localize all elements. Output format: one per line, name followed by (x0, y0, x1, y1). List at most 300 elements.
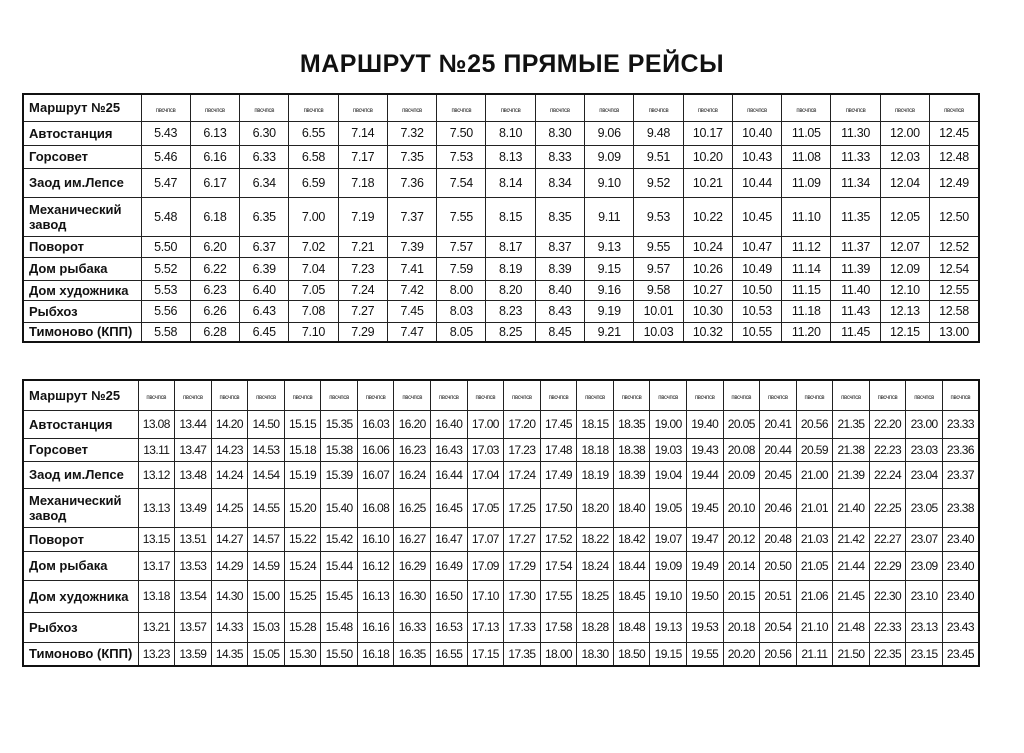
departure-time: 20.10 (723, 488, 760, 527)
departure-time: 8.39 (535, 257, 584, 280)
departure-time: 20.08 (723, 438, 760, 461)
departure-time: 13.11 (138, 438, 175, 461)
departure-time: 15.15 (284, 410, 321, 438)
stop-name: Тимоново (КПП) (23, 322, 141, 342)
stop-name: Механический завод (23, 197, 141, 236)
departure-time: 17.04 (467, 461, 504, 488)
departure-time: 23.00 (906, 410, 943, 438)
departure-time: 9.51 (634, 145, 683, 168)
departure-time: 19.00 (650, 410, 687, 438)
departure-time: 6.58 (289, 145, 338, 168)
departure-time: 10.24 (683, 236, 732, 257)
trip-days-label: пвсчпсв (365, 395, 386, 402)
trip-header (683, 94, 732, 121)
departure-time: 19.50 (686, 580, 723, 612)
departure-time: 6.37 (240, 236, 289, 257)
departure-time: 17.24 (504, 461, 541, 488)
stop-name: Автостанция (23, 121, 141, 145)
departure-time: 7.21 (338, 236, 387, 257)
departure-time: 20.51 (760, 580, 797, 612)
departure-time: 19.55 (686, 642, 723, 666)
departure-time: 13.48 (175, 461, 212, 488)
departure-time: 16.47 (431, 527, 468, 551)
departure-time: 7.47 (387, 322, 436, 342)
departure-time: 21.45 (833, 580, 870, 612)
departure-time: 13.53 (175, 551, 212, 580)
departure-time: 23.33 (942, 410, 979, 438)
departure-time: 7.27 (338, 300, 387, 322)
departure-time: 9.52 (634, 168, 683, 197)
departure-time: 8.03 (437, 300, 486, 322)
departure-time: 20.46 (760, 488, 797, 527)
trip-days-label: пвсчпсв (585, 395, 605, 402)
departure-time: 22.25 (869, 488, 906, 527)
trip-header (760, 380, 797, 410)
departure-time: 12.15 (880, 322, 929, 342)
trip-days-label: пвсчпсв (146, 395, 167, 402)
departure-time: 13.17 (138, 551, 175, 580)
departure-time: 6.45 (240, 322, 289, 342)
trip-days-label: пвсчпсв (747, 107, 767, 114)
departure-time: 20.15 (723, 580, 760, 612)
departure-time: 17.27 (504, 527, 541, 551)
departure-time: 11.05 (782, 121, 831, 145)
departure-time: 15.50 (321, 642, 358, 666)
trip-days-label: пвсчпсв (402, 395, 423, 402)
departure-time: 18.35 (613, 410, 650, 438)
departure-time: 6.39 (240, 257, 289, 280)
stop-row (23, 580, 979, 612)
departure-time: 15.45 (321, 580, 358, 612)
departure-time: 13.47 (175, 438, 212, 461)
departure-time: 23.13 (906, 612, 943, 642)
departure-time: 15.05 (248, 642, 285, 666)
trip-header (175, 380, 212, 410)
departure-time: 19.05 (650, 488, 687, 527)
departure-time: 21.06 (796, 580, 833, 612)
trip-header (723, 380, 760, 410)
trip-header (796, 380, 833, 410)
departure-time: 10.03 (634, 322, 683, 342)
departure-time: 18.39 (613, 461, 650, 488)
departure-time: 6.16 (190, 145, 239, 168)
trip-header (540, 380, 577, 410)
departure-time: 23.10 (906, 580, 943, 612)
departure-time: 17.20 (504, 410, 541, 438)
departure-time: 18.20 (577, 488, 614, 527)
departure-time: 6.30 (240, 121, 289, 145)
departure-time: 7.35 (387, 145, 436, 168)
departure-time: 11.09 (782, 168, 831, 197)
departure-time: 21.38 (833, 438, 870, 461)
departure-time: 6.23 (190, 280, 239, 300)
departure-time: 16.55 (431, 642, 468, 666)
departure-time: 10.40 (732, 121, 781, 145)
stop-name: Поворот (23, 236, 141, 257)
stop-row (23, 461, 979, 488)
stop-row (23, 280, 979, 300)
departure-time: 12.49 (930, 168, 980, 197)
departure-time: 17.10 (467, 580, 504, 612)
departure-time: 11.08 (782, 145, 831, 168)
trip-header (930, 94, 980, 121)
trip-header (240, 94, 289, 121)
departure-time: 11.40 (831, 280, 880, 300)
trip-days-label: пвсчпсв (914, 395, 934, 402)
departure-time: 8.10 (486, 121, 535, 145)
departure-time: 19.07 (650, 527, 687, 551)
trip-days-label: пвсчпсв (694, 395, 715, 402)
departure-time: 18.18 (577, 438, 614, 461)
trip-days-label: пвсчпсв (438, 395, 459, 402)
departure-time: 21.03 (796, 527, 833, 551)
departure-time: 20.44 (760, 438, 797, 461)
departure-time: 23.15 (906, 642, 943, 666)
stop-row (23, 410, 979, 438)
departure-time: 5.47 (141, 168, 190, 197)
trip-header (248, 380, 285, 410)
departure-time: 20.20 (723, 642, 760, 666)
trip-header (321, 380, 358, 410)
departure-time: 5.48 (141, 197, 190, 236)
trip-days-label: пвсчпсв (292, 395, 313, 402)
departure-time: 20.45 (760, 461, 797, 488)
departure-time: 10.32 (683, 322, 732, 342)
departure-time: 14.24 (211, 461, 248, 488)
departure-time: 12.54 (930, 257, 980, 280)
departure-time: 19.03 (650, 438, 687, 461)
departure-time: 10.21 (683, 168, 732, 197)
departure-time: 16.40 (431, 410, 468, 438)
departure-time: 15.22 (284, 527, 321, 551)
departure-time: 7.08 (289, 300, 338, 322)
departure-time: 6.22 (190, 257, 239, 280)
departure-time: 12.50 (930, 197, 980, 236)
departure-time: 16.30 (394, 580, 431, 612)
departure-time: 17.58 (540, 612, 577, 642)
departure-time: 18.30 (577, 642, 614, 666)
departure-time: 21.39 (833, 461, 870, 488)
departure-time: 12.03 (880, 145, 929, 168)
departure-time: 15.18 (284, 438, 321, 461)
departure-time: 23.38 (942, 488, 979, 527)
departure-time: 11.37 (831, 236, 880, 257)
departure-time: 20.05 (723, 410, 760, 438)
departure-time: 13.00 (930, 322, 980, 342)
departure-time: 9.53 (634, 197, 683, 236)
trip-header (782, 94, 831, 121)
departure-time: 9.48 (634, 121, 683, 145)
departure-time: 10.55 (732, 322, 781, 342)
departure-time: 18.48 (613, 612, 650, 642)
departure-time: 12.55 (930, 280, 980, 300)
departure-time: 11.20 (782, 322, 831, 342)
departure-time: 15.30 (284, 642, 321, 666)
trip-header (437, 94, 486, 121)
departure-time: 11.30 (831, 121, 880, 145)
departure-time: 20.18 (723, 612, 760, 642)
departure-time: 6.35 (240, 197, 289, 236)
header-row (23, 380, 979, 410)
schedule-table-afternoon (22, 379, 980, 667)
stop-row (23, 236, 979, 257)
departure-time: 18.50 (613, 642, 650, 666)
departure-time: 23.03 (906, 438, 943, 461)
stop-row (23, 551, 979, 580)
departure-time: 8.30 (535, 121, 584, 145)
departure-time: 8.23 (486, 300, 535, 322)
departure-time: 21.05 (796, 551, 833, 580)
departure-time: 13.54 (175, 580, 212, 612)
trip-days-label: пвсчпсв (155, 107, 176, 114)
departure-time: 21.01 (796, 488, 833, 527)
departure-time: 16.50 (431, 580, 468, 612)
departure-time: 14.54 (248, 461, 285, 488)
departure-time: 8.25 (486, 322, 535, 342)
trip-header (486, 94, 535, 121)
departure-time: 23.43 (942, 612, 979, 642)
departure-time: 7.39 (387, 236, 436, 257)
departure-time: 10.45 (732, 197, 781, 236)
departure-time: 16.12 (357, 551, 394, 580)
departure-time: 17.29 (504, 551, 541, 580)
departure-time: 17.49 (540, 461, 577, 488)
trip-days-label: пвсчпсв (804, 395, 825, 402)
departure-time: 15.28 (284, 612, 321, 642)
trip-days-label: пвсчпсв (182, 395, 203, 402)
departure-time: 8.37 (535, 236, 584, 257)
departure-time: 8.00 (437, 280, 486, 300)
departure-time: 16.45 (431, 488, 468, 527)
departure-time: 8.13 (486, 145, 535, 168)
departure-time: 20.09 (723, 461, 760, 488)
trip-header (577, 380, 614, 410)
trip-days-label: пвсчпсв (731, 395, 752, 402)
departure-time: 16.13 (357, 580, 394, 612)
trip-days-label: пвсчпсв (697, 107, 718, 114)
departure-time: 23.37 (942, 461, 979, 488)
trip-days-label: пвсчпсв (548, 395, 569, 402)
departure-time: 8.05 (437, 322, 486, 342)
departure-time: 16.29 (394, 551, 431, 580)
departure-time: 23.45 (942, 642, 979, 666)
stop-row (23, 438, 979, 461)
departure-time: 15.35 (321, 410, 358, 438)
stop-row (23, 197, 979, 236)
departure-time: 21.10 (796, 612, 833, 642)
stop-row (23, 257, 979, 280)
departure-time: 15.40 (321, 488, 358, 527)
departure-time: 11.39 (831, 257, 880, 280)
departure-time: 12.07 (880, 236, 929, 257)
departure-time: 15.25 (284, 580, 321, 612)
departure-time: 5.56 (141, 300, 190, 322)
trip-header (338, 94, 387, 121)
trip-days-label: пвсчпсв (256, 395, 276, 402)
departure-time: 16.16 (357, 612, 394, 642)
trip-header (686, 380, 723, 410)
departure-time: 18.38 (613, 438, 650, 461)
departure-time: 13.57 (175, 612, 212, 642)
departure-time: 12.10 (880, 280, 929, 300)
trip-header (504, 380, 541, 410)
departure-time: 11.35 (831, 197, 880, 236)
departure-time: 10.30 (683, 300, 732, 322)
departure-time: 19.04 (650, 461, 687, 488)
departure-time: 18.00 (540, 642, 577, 666)
trip-header (141, 94, 190, 121)
departure-time: 6.18 (190, 197, 239, 236)
trip-days-label: пвсчпсв (877, 395, 898, 402)
trip-days-label: пвсчпсв (205, 107, 225, 114)
departure-time: 12.09 (880, 257, 929, 280)
departure-time: 11.14 (782, 257, 831, 280)
departure-time: 10.20 (683, 145, 732, 168)
departure-time: 20.56 (760, 642, 797, 666)
departure-time: 5.46 (141, 145, 190, 168)
trip-header (880, 94, 929, 121)
trip-days-label: пвсчпсв (944, 107, 964, 114)
trip-header (535, 94, 584, 121)
departure-time: 11.45 (831, 322, 880, 342)
route-label: Маршрут №25 (23, 380, 138, 410)
trip-days-label: пвсчпсв (648, 107, 669, 114)
departure-time: 14.30 (211, 580, 248, 612)
departure-time: 21.35 (833, 410, 870, 438)
trip-days-label: пвсчпсв (767, 395, 788, 402)
departure-time: 13.23 (138, 642, 175, 666)
departure-time: 22.29 (869, 551, 906, 580)
departure-time: 13.08 (138, 410, 175, 438)
departure-time: 7.23 (338, 257, 387, 280)
departure-time: 7.59 (437, 257, 486, 280)
departure-time: 7.17 (338, 145, 387, 168)
departure-time: 14.59 (248, 551, 285, 580)
trip-days-label: пвсчпсв (599, 107, 620, 114)
departure-time: 18.42 (613, 527, 650, 551)
departure-time: 16.23 (394, 438, 431, 461)
departure-time: 17.52 (540, 527, 577, 551)
departure-time: 8.33 (535, 145, 584, 168)
departure-time: 6.55 (289, 121, 338, 145)
departure-time: 9.55 (634, 236, 683, 257)
departure-time: 5.58 (141, 322, 190, 342)
departure-time: 20.48 (760, 527, 797, 551)
departure-time: 8.17 (486, 236, 535, 257)
departure-time: 20.14 (723, 551, 760, 580)
departure-time: 10.49 (732, 257, 781, 280)
departure-time: 6.26 (190, 300, 239, 322)
departure-time: 7.50 (437, 121, 486, 145)
trip-header (394, 380, 431, 410)
departure-time: 9.57 (634, 257, 683, 280)
departure-time: 8.20 (486, 280, 535, 300)
departure-time: 7.24 (338, 280, 387, 300)
departure-time: 5.43 (141, 121, 190, 145)
departure-time: 11.15 (782, 280, 831, 300)
departure-time: 20.56 (796, 410, 833, 438)
departure-time: 12.58 (930, 300, 980, 322)
departure-time: 23.40 (942, 527, 979, 551)
trip-days-label: пвсчпсв (500, 107, 521, 114)
departure-time: 5.50 (141, 236, 190, 257)
trip-days-label: пвсчпсв (512, 395, 532, 402)
departure-time: 11.33 (831, 145, 880, 168)
departure-time: 16.24 (394, 461, 431, 488)
departure-time: 8.45 (535, 322, 584, 342)
departure-time: 19.10 (650, 580, 687, 612)
departure-time: 7.04 (289, 257, 338, 280)
departure-time: 18.44 (613, 551, 650, 580)
departure-time: 13.59 (175, 642, 212, 666)
departure-time: 22.24 (869, 461, 906, 488)
departure-time: 14.55 (248, 488, 285, 527)
departure-time: 8.19 (486, 257, 535, 280)
departure-time: 14.50 (248, 410, 285, 438)
trip-days-label: пвсчпсв (845, 107, 866, 114)
departure-time: 15.42 (321, 527, 358, 551)
departure-time: 12.52 (930, 236, 980, 257)
departure-time: 7.18 (338, 168, 387, 197)
trip-days-label: пвсчпсв (303, 107, 324, 114)
departure-time: 19.13 (650, 612, 687, 642)
departure-time: 8.43 (535, 300, 584, 322)
stop-row (23, 322, 979, 342)
departure-time: 16.10 (357, 527, 394, 551)
departure-time: 10.26 (683, 257, 732, 280)
trip-header (831, 94, 880, 121)
departure-time: 16.25 (394, 488, 431, 527)
departure-time: 16.08 (357, 488, 394, 527)
departure-time: 17.07 (467, 527, 504, 551)
trip-days-label: пвсчпсв (796, 107, 817, 114)
departure-time: 12.00 (880, 121, 929, 145)
departure-time: 22.27 (869, 527, 906, 551)
departure-time: 22.35 (869, 642, 906, 666)
departure-time: 7.14 (338, 121, 387, 145)
departure-time: 21.40 (833, 488, 870, 527)
departure-time: 21.11 (796, 642, 833, 666)
departure-time: 10.27 (683, 280, 732, 300)
departure-time: 17.30 (504, 580, 541, 612)
departure-time: 6.33 (240, 145, 289, 168)
departure-time: 17.00 (467, 410, 504, 438)
trip-days-label: пвсчпсв (658, 395, 679, 402)
stop-row (23, 300, 979, 322)
departure-time: 11.43 (831, 300, 880, 322)
departure-time: 18.24 (577, 551, 614, 580)
departure-time: 13.15 (138, 527, 175, 551)
trip-days-label: пвсчпсв (950, 395, 971, 402)
departure-time: 13.18 (138, 580, 175, 612)
departure-time: 21.00 (796, 461, 833, 488)
departure-time: 5.52 (141, 257, 190, 280)
departure-time: 12.45 (930, 121, 980, 145)
departure-time: 19.49 (686, 551, 723, 580)
trip-header (942, 380, 979, 410)
departure-time: 10.50 (732, 280, 781, 300)
departure-time: 8.14 (486, 168, 535, 197)
departure-time: 11.18 (782, 300, 831, 322)
stop-name: Дом художника (23, 280, 141, 300)
trip-header (906, 380, 943, 410)
departure-time: 9.11 (585, 197, 634, 236)
departure-time: 7.37 (387, 197, 436, 236)
trip-days-label: пвсчпсв (402, 107, 422, 114)
trip-header (732, 94, 781, 121)
departure-time: 17.50 (540, 488, 577, 527)
stop-name: Дом художника (23, 580, 138, 612)
